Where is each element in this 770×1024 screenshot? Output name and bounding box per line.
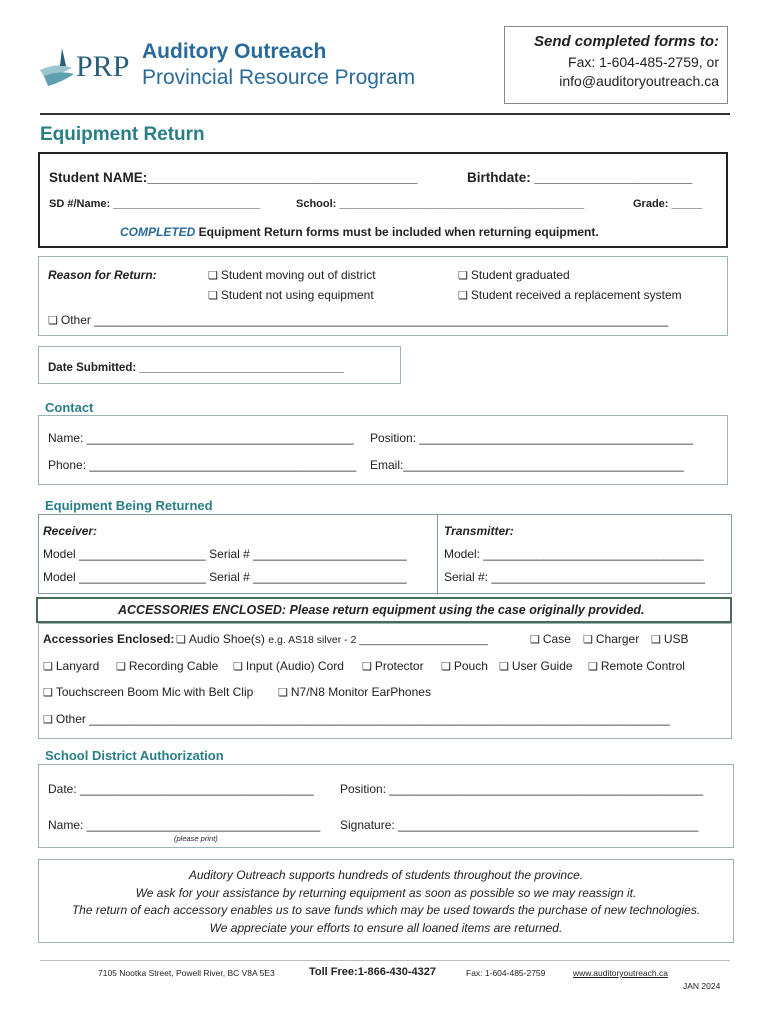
date-submitted-field[interactable]: Date Submitted: ________________________________ — [48, 362, 345, 374]
reason-other-checkbox[interactable]: ❏ Other ______________________________________________________________________________________ — [48, 313, 668, 327]
accessories-other-checkbox[interactable]: ❏ Other _______________________________________________________________________________________ — [43, 712, 670, 726]
audio-shoe-checkbox[interactable] — [176, 632, 488, 646]
receiver-label: Receiver: — [43, 524, 98, 538]
charger-checkbox[interactable]: ❏ Charger — [583, 632, 639, 646]
org-program: Provincial Resource Program — [142, 66, 416, 89]
reason-graduated-checkbox[interactable]: ❏ Student graduated — [458, 268, 570, 282]
transmitter-model-field[interactable]: Model: _________________________________ — [444, 547, 704, 561]
logo-letters: PRP — [76, 50, 130, 83]
message-line-2: We ask for your assistance by returning equipment as soon as possible so we may reassign it. — [135, 885, 637, 900]
equipment-divider — [437, 514, 438, 594]
auth-signature-field[interactable]: Signature: _____________________________________________ — [340, 818, 699, 832]
send-email: info@auditoryoutreach.ca — [559, 73, 719, 89]
footer-toll-free: Toll Free:1-866-430-4327 — [309, 966, 436, 978]
accessories-label: Accessories Enclosed: — [43, 632, 175, 646]
completed-emphasis: COMPLETED — [120, 225, 196, 239]
send-fax: Fax: 1-604-485-2759, or — [568, 54, 719, 70]
logo — [38, 40, 128, 100]
auth-name-field[interactable]: Name: ___________________________________ — [48, 818, 321, 832]
school-field[interactable]: School: ________________________________________ — [296, 198, 585, 210]
sd-field[interactable]: SD #/Name: ________________________ — [49, 198, 261, 210]
contact-box — [38, 415, 728, 485]
footer-date: JAN 2024 — [683, 981, 721, 991]
pouch-checkbox[interactable]: ❏ Pouch — [441, 659, 488, 673]
auth-date-field[interactable]: Date: ___________________________________ — [48, 782, 314, 796]
auth-position-field[interactable]: Position: _______________________________________________ — [340, 782, 704, 796]
audio-shoe-example[interactable]: e.g. AS18 silver - 2 ______________________ — [268, 634, 488, 646]
audio-shoe-label: Audio Shoe(s) — [188, 632, 265, 646]
receiver-model-1-field[interactable]: Model ___________________ Serial # _______________________ — [43, 547, 407, 561]
header-rule — [40, 113, 730, 115]
equipment-heading: Equipment Being Returned — [45, 498, 213, 513]
authorization-heading: School District Authorization — [45, 748, 224, 763]
reason-moving-checkbox[interactable]: ❏ Student moving out of district — [208, 268, 376, 282]
birthdate-field[interactable]: Birthdate: _____________________ — [467, 170, 693, 185]
contact-phone-field[interactable]: Phone: ________________________________________ — [48, 458, 357, 472]
protector-checkbox[interactable]: ❏ Protector — [362, 659, 424, 673]
boom-mic-checkbox[interactable]: ❏ Touchscreen Boom Mic with Belt Clip — [43, 685, 253, 699]
footer-fax: Fax: 1-604-485-2759 — [466, 968, 546, 978]
please-print-note: (please print) — [174, 834, 218, 843]
footer-address: 7105 Nootka Street, Powell River, BC V8A 5E3 — [98, 968, 275, 978]
message-line-4: We appreciate your efforts to ensure all loaned items are returned. — [209, 920, 563, 935]
user-guide-checkbox[interactable]: ❏ User Guide — [499, 659, 573, 673]
grade-field[interactable]: Grade: _____ — [633, 198, 703, 210]
footer-rule — [40, 960, 730, 961]
message-line-3: The return of each accessory enables us to save funds which may be used towards the purchase of new technologies. — [71, 903, 701, 917]
earphones-checkbox[interactable]: ❏ N7/N8 Monitor EarPhones — [278, 685, 431, 699]
authorization-box — [38, 764, 734, 848]
reason-replacement-checkbox[interactable]: ❏ Student received a replacement system — [458, 288, 682, 302]
contact-position-field[interactable]: Position: _________________________________________ — [370, 431, 693, 445]
usb-checkbox[interactable]: ❏ USB — [651, 632, 689, 646]
recording-cable-checkbox[interactable]: ❏ Recording Cable — [116, 659, 218, 673]
receiver-model-2-field[interactable]: Model ___________________ Serial # _______________________ — [43, 570, 407, 584]
case-checkbox[interactable]: ❏ Case — [530, 632, 571, 646]
message-text — [38, 867, 734, 937]
transmitter-label: Transmitter: — [444, 524, 514, 538]
message-line-1: Auditory Outreach supports hundreds of students throughout the province. — [188, 868, 584, 882]
student-name-field[interactable]: Student NAME:____________________________________ — [49, 170, 418, 185]
remote-control-checkbox[interactable]: ❏ Remote Control — [588, 659, 685, 673]
page-title: Equipment Return — [40, 124, 205, 145]
contact-email-field[interactable]: Email:__________________________________________ — [370, 458, 684, 472]
reason-label: Reason for Return: — [48, 268, 157, 282]
footer-website-link[interactable]: www.auditoryoutreach.ca — [573, 968, 668, 978]
transmitter-serial-field[interactable]: Serial #: ________________________________ — [444, 570, 705, 584]
accessories-banner: ACCESSORIES ENCLOSED: Please return equipment using the case originally provided. — [118, 603, 645, 617]
send-to-box — [504, 26, 728, 104]
lanyard-checkbox[interactable]: ❏ Lanyard — [43, 659, 99, 673]
input-cord-checkbox[interactable]: ❏ Input (Audio) Cord — [233, 659, 344, 673]
reason-not-using-checkbox[interactable]: ❏ Student not using equipment — [208, 288, 374, 302]
org-name: Auditory Outreach — [142, 40, 327, 63]
completed-notice — [120, 225, 599, 239]
completed-notice-text: Equipment Return forms must be included when returning equipment. — [195, 225, 599, 239]
send-title: Send completed forms to: — [533, 33, 719, 50]
contact-name-field[interactable]: Name: ________________________________________ — [48, 431, 354, 445]
contact-heading: Contact — [45, 400, 94, 415]
